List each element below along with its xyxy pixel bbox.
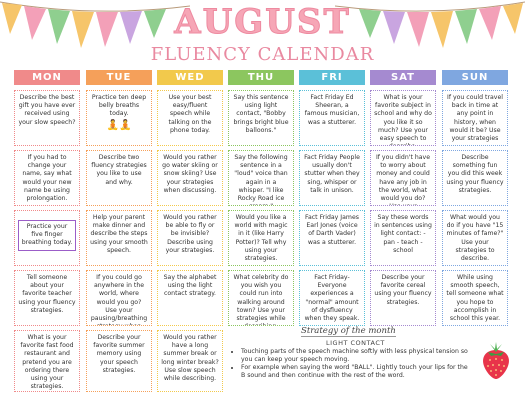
- calendar-cell: [299, 90, 365, 146]
- calendar-cell: [86, 270, 152, 326]
- calendar-cell: [86, 330, 152, 392]
- calendar-cell: [14, 90, 80, 146]
- calendar-cell: [86, 90, 152, 146]
- page-title: AUGUST: [174, 2, 351, 42]
- cell-prompt: If you could travel back in time at any point in history, when would it be? Use your strategies: [447, 94, 503, 143]
- calendar-cell: [442, 210, 508, 266]
- cell-prompt: Would you rather go water skiing or snow skiing? Use your strategies when discussing.: [162, 154, 218, 194]
- cell-prompt: Say the following sentence in a "loud" voice than again in a whisper. "I like Rocky Road ice: [234, 154, 288, 203]
- calendar-cell: [228, 90, 294, 146]
- calendar-cell: [14, 270, 80, 326]
- day-header-fri: FRI: [299, 70, 365, 85]
- cell-prompt: What celebrity do you wish you could run into walking around town? Use your strategies while: [233, 274, 289, 323]
- strawberry-icon: [479, 340, 513, 380]
- cell-prompt: Practice ten deep belly breaths today.: [91, 94, 147, 118]
- calendar-cell: [157, 150, 223, 206]
- strategy-point: • Touching parts of the speech machine softly with less physical tension so you can keep your speech moving.: [241, 348, 471, 364]
- calendar-cell: [442, 90, 508, 146]
- day-header-mon: MON: [14, 70, 80, 85]
- calendar-cell: [299, 210, 365, 266]
- calendar-cell: [299, 270, 365, 326]
- cell-prompt: Fact Friday Ed Sheeran, a famous musician, was a stutterer.: [304, 94, 360, 126]
- cell-prompt: What is your favorite subject in school and why do you like it so much? Use your easy speech to: [374, 94, 432, 143]
- calendar-cell: [442, 150, 508, 206]
- day-header-thu: THU: [228, 70, 294, 85]
- calendar-cell: [14, 330, 80, 392]
- cell-prompt: If you had to change your name, say what would your new name be using prolongation.: [22, 154, 72, 203]
- calendar-cell: [157, 330, 223, 392]
- cell-prompt: Say the alphabet using the light contact strategy.: [163, 274, 217, 298]
- calendar-cell: [86, 210, 152, 266]
- day-header-sat: SAT: [370, 70, 436, 85]
- cell-prompt: Say these words in sentences using light contact: - pan - teach - school: [374, 214, 432, 254]
- cell-prompt: Say this sentence using light contact, "Bobby brings bright blue balloons.": [233, 94, 289, 134]
- calendar-cell: [370, 150, 436, 206]
- cell-prompt: Help your parent make dinner and describe the steps using your smooth speech.: [90, 214, 148, 254]
- cell-prompt: What would you do if you have "15 minutes of fame?" Use your strategies to describe.: [446, 214, 504, 263]
- cell-prompt: Describe the best gift you have ever received using your slow speech?: [18, 94, 76, 126]
- cell-prompt: Would you like a world with magic in it (like Harry Potter)? Tell why using your strategies.: [234, 214, 288, 263]
- cell-prompt: Fact Friday People usually don't stutter when they sing, whisper or talk in unison.: [304, 154, 360, 194]
- calendar-cell: [370, 90, 436, 146]
- cell-prompt: Describe your favorite summer memory using your speech strategies.: [93, 334, 145, 374]
- calendar-cell: [370, 210, 436, 266]
- calendar-cell: [157, 210, 223, 266]
- cell-prompt: Describe something fun you did this week using your fluency strategies.: [446, 154, 504, 194]
- calendar-cell: [86, 150, 152, 206]
- cell-prompt: Describe two fluency strategies you like to use and why.: [91, 154, 147, 186]
- calendar-cell: [228, 270, 294, 326]
- strategy-name: LIGHT CONTACT: [326, 339, 385, 347]
- cell-prompt: Would you rather be able to fly or be invisible? Describe using your strategies.: [163, 214, 217, 254]
- day-header-row: [14, 70, 512, 86]
- calendar-cell: [299, 150, 365, 206]
- calendar-cell: [157, 90, 223, 146]
- strategy-title: Strategy of the month: [301, 326, 396, 336]
- cell-prompt: If you didn't have to worry about money and could have any job in the world, what would you do?: [375, 154, 431, 203]
- cell-prompt: Use your best easy/fluent speech while talking on the phone today.: [168, 94, 212, 134]
- day-header-sun: SUN: [442, 70, 508, 85]
- cell-prompt: Practice your five finger breathing today.: [18, 220, 76, 251]
- cell-prompt: While using smooth speech, tell someone what you hope to accomplish in school this year.: [446, 274, 504, 323]
- calendar-cell: [228, 150, 294, 206]
- strategy-points: [231, 348, 471, 380]
- calendar-cell: [442, 270, 508, 326]
- strategy-point: • For example when saying the word "BALL". Lightly touch your lips for the B sound and then continue with the rest of the word.: [241, 364, 471, 380]
- calendar-cell: [157, 270, 223, 326]
- day-header-tue: TUE: [86, 70, 152, 85]
- calendar-cell: [14, 150, 80, 206]
- day-header-wed: WED: [157, 70, 223, 85]
- calendar-cell: [228, 210, 294, 266]
- strategy-of-the-month: [231, 326, 512, 398]
- calendar-cell: [14, 210, 80, 266]
- cell-prompt: Would you rather have a long summer break or long winter break? Use slow speech while describing.: [161, 334, 219, 383]
- cell-prompt: Tell someone about your favorite teacher using your fluency strategies.: [18, 274, 76, 314]
- cell-prompt: Describe your favorite cereal using your fluency strategies.: [374, 274, 432, 306]
- calendar-cell: [370, 270, 436, 326]
- cell-prompt: If you could go anywhere in the world, where would you go? Use your pausing/breathing: [90, 274, 148, 323]
- breathing-person-icon: 🧘🧘: [106, 119, 132, 131]
- cell-prompt: Fact Friday- Everyone experiences a "normal" amount of dysfluency when they speak.: [304, 274, 360, 323]
- cell-prompt: What is your favorite fast food restaurant and pretend you are ordering there using your strategies.: [20, 334, 74, 391]
- cell-prompt: Fact Friday James Earl Jones (voice of Darth Vader) was a stutterer.: [305, 214, 359, 246]
- page-subtitle: FLUENCY CALENDAR: [150, 44, 375, 65]
